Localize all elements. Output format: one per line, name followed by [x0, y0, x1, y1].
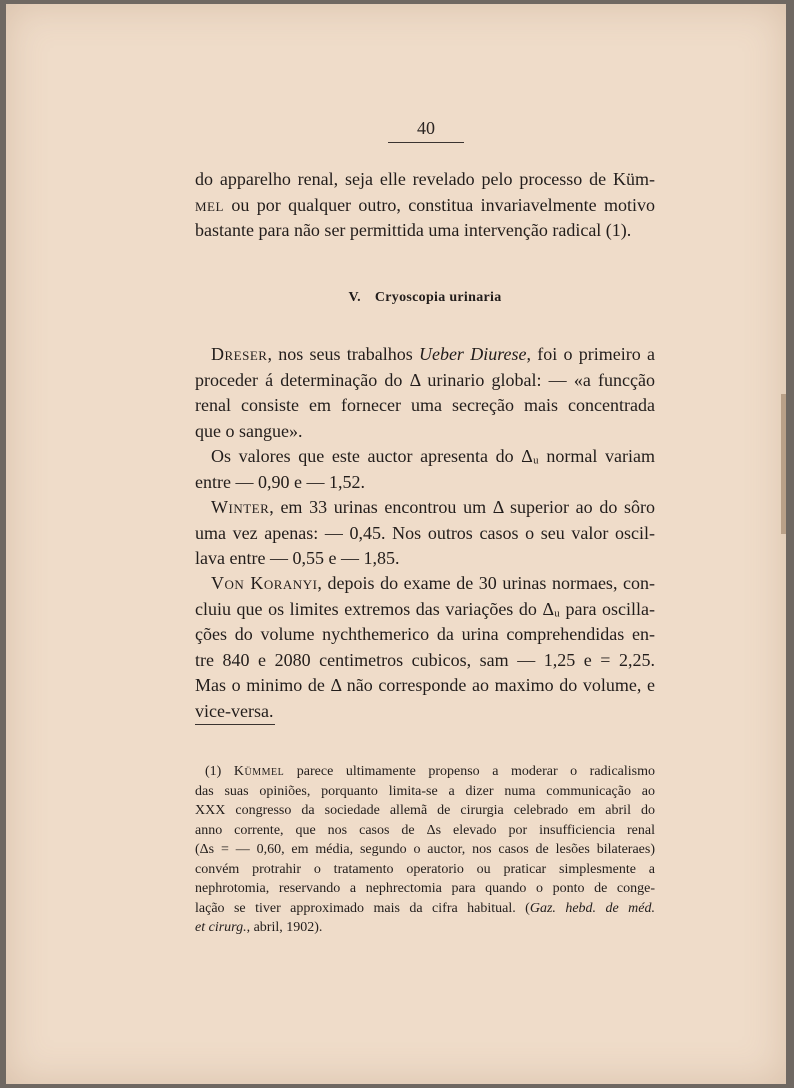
text-line: nephrotomia, reservando a nephrectomia para quando o ponto de conge- [195, 881, 655, 896]
page-edge-shadow [781, 394, 786, 534]
author-name: Von Koranyi [211, 573, 318, 593]
footnote [195, 762, 655, 938]
text-line: vice-versa. [195, 700, 274, 721]
text-run: , em 33 urinas encontrou um Δ superior ao do sôro [269, 497, 655, 517]
text-line [195, 918, 655, 938]
section-number: V. [348, 290, 361, 305]
text-line: cluiu que os limites extremos das variações do Δᵤ para oscilla- [195, 598, 655, 619]
text-run: , nos seus trabalhos [267, 344, 419, 364]
author-name: Kümmel [233, 764, 285, 779]
text-line [195, 342, 655, 368]
page-number: 40 [417, 118, 435, 138]
text-line: entre — 0,90 e — 1,52. [195, 471, 365, 492]
text-run: , abril, 1902). [246, 920, 323, 935]
text-line [195, 571, 655, 597]
text-line: tre 840 e 2080 centimetros cubicos, sam — 1,25 e = 2,25. [195, 649, 655, 670]
text-run: ou por qualquer outro, constitua invariavelmente motivo [223, 194, 655, 215]
text-line [195, 495, 655, 521]
paragraph-values [195, 444, 655, 495]
text-line [195, 762, 655, 782]
text-line: renal consiste em fornecer uma secreção mais concentrada [195, 395, 655, 415]
work-title: Ueber Diurese [418, 344, 527, 364]
text-run: lação se tiver approximado mais da cifra habitual. ( [195, 900, 530, 916]
footnote-marker: (1) [205, 764, 234, 779]
text-line: XXX congresso da sociedade allemã de cirurgia celebrado em abril do [195, 803, 655, 818]
text-run: , foi o primeiro a [526, 344, 655, 364]
text-line: das suas opiniões, porquanto limita-se a dizer numa communicação ao [195, 783, 655, 799]
text-line [195, 899, 655, 919]
text-run: , depois do exame de 30 urinas normaes, con- [317, 573, 656, 593]
text-line: (Δs = — 0,60, em média, segundo o auctor, nos casos de lesões bilateraes) [195, 842, 655, 857]
source-title: Gaz. hebd. de méd. [529, 900, 655, 916]
text-line: Mas o minimo de Δ não corresponde ao maximo do volume, e [195, 675, 655, 695]
text-line: anno corrente, que nos casos de Δs elevado por insufficiencia renal [195, 822, 655, 838]
author-name: Winter [211, 497, 270, 517]
paragraph-continuation [195, 167, 655, 244]
text-line: do apparelho renal, seja elle revelado pelo processo de Küm- [195, 169, 655, 189]
book-page [6, 4, 786, 1084]
section-title: Cryoscopia urinaria [374, 290, 502, 305]
text-line: bastante para não ser permittida uma intervenção radical (1). [195, 220, 632, 240]
section-heading [195, 290, 655, 306]
text-line: que o sangue». [195, 420, 303, 441]
paragraph-koranyi [195, 571, 655, 724]
page-number-rule [388, 142, 464, 143]
text-line: Os valores que este auctor apresenta do Δᵤ normal variam [211, 446, 655, 466]
text-line: uma vez apenas: — 0,45. Nos outros casos o seu valor oscil- [195, 522, 655, 543]
text-line [195, 193, 655, 219]
paragraph-dreser [195, 342, 655, 444]
author-name: mel [195, 194, 224, 215]
text-line: proceder á determinação do Δ urinario global: — «a funcção [195, 369, 655, 390]
source-title-continued: et cirurg. [195, 920, 247, 935]
text-line: convém protrahir o tratamento operatorio ou praticar simplesmente a [195, 861, 655, 877]
footnote-rule [195, 724, 275, 725]
author-name: Dreser [211, 344, 268, 364]
text-run: parece ultimamente propenso a moderar o radicalismo [284, 764, 655, 779]
text-line: lava entre — 0,55 e — 1,85. [195, 548, 400, 568]
text-line: ções do volume nychthemerico da urina comprehendidas en- [195, 624, 655, 644]
paragraph-winter [195, 495, 655, 572]
